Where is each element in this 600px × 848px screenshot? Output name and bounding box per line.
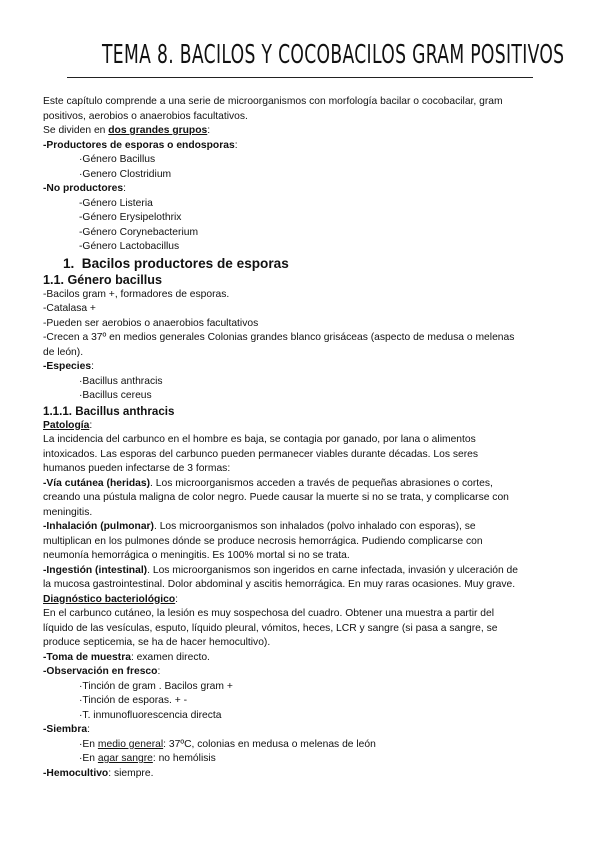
list-item: -Género Lactobacillus <box>79 241 180 252</box>
list-item: -Género Corynebacterium <box>79 226 199 238</box>
page-title: TEMA 8. BACILOS Y COCOBACILOS GRAM POSITIVOS <box>101 40 565 70</box>
text-line: de león). <box>43 346 84 358</box>
list-item: ·Tinción de gram . Bacilos gram + <box>79 680 233 692</box>
text-line: -Ingestión (intestinal). Los microorganismos son ingeridos en carne infectada, invasión y ulceración de <box>43 564 519 576</box>
text-line: intoxicados. Las esporas del carbunco pueden permanecer viables durante décadas. Los seres <box>43 448 479 460</box>
list-item: ·Género Bacillus <box>79 154 156 165</box>
text-line: -Pueden ser aerobios o anaerobios facultativos <box>43 317 259 329</box>
text-line: -Toma de muestra: examen directo. <box>43 651 210 663</box>
subsubsection-heading: 1.1.1. Bacillus anthracis <box>43 404 175 418</box>
list-item: ·En medio general: 37ºC, colonias en medusa o melenas de león <box>79 738 376 750</box>
label-line: Diagnóstico bacteriológico: <box>43 593 179 605</box>
list-item: -Género Erysipelothrix <box>79 212 182 223</box>
text-line: multiplican en los pulmones dónde se produce necrosis hemorrágica. Pudiendo complicarse con <box>43 535 483 547</box>
list-item: ·Tinción de esporas. + - <box>79 695 188 706</box>
intro-line: positivos, aerobios o anaerobios facultativos. <box>43 110 248 122</box>
text-line: -Catalasa + <box>43 303 96 314</box>
text-line: En el carbunco cutáneo, la lesión es muy sospechosa del cuadro. Obtener una muestra a partir del <box>43 608 495 619</box>
document-body <box>43 95 558 781</box>
text-line: -Hemocultivo: siempre. <box>43 767 154 779</box>
list-item: ·Bacillus cereus <box>79 390 152 401</box>
group-title: -No productores: <box>43 183 126 194</box>
text-line: -Vía cutánea (heridas). Los microorganismos acceden a través de pequeñas abrasiones o cortes, <box>43 477 493 489</box>
text-line: creando una pústula maligna de color negro. Puede causar la muerte si no se trata, y complicarse con <box>43 492 509 503</box>
list-item: ·T. inmunofluorescencia directa <box>79 709 222 721</box>
list-item: ·Bacillus anthracis <box>79 375 163 387</box>
text-line: líquido de las vesículas, esputo, líquido pleural, vómitos, heces, LCR y sangre (si pasa a sangre, se <box>43 622 498 634</box>
text-line: neumonía hemorrágica o meningitis. Es 100% mortal si no se trata. <box>43 550 350 561</box>
text-line: humanos pueden infectarse de 3 formas: <box>43 463 231 474</box>
group-title: -Productores de esporas o endosporas: <box>43 139 238 151</box>
label-line: -Observación en fresco: <box>43 666 161 677</box>
title-underline <box>67 77 533 78</box>
text-line: la mucosa gastrointestinal. Dolor abdominal y ascitis hemorrágica. En muy raras ocasiones. Muy grave. <box>43 579 516 590</box>
section-heading: 1. Bacilos productores de esporas <box>63 255 289 271</box>
list-item: -Género Listeria <box>79 197 153 209</box>
intro-groups-line: Se dividen en dos grandes grupos: <box>43 125 211 136</box>
text-line: -Crecen a 37º en medios generales Colonias grandes blanco grisáceas (aspecto de medusa o melenas <box>43 332 515 343</box>
text-line: La incidencia del carbunco en el hombre es baja, se contagia por ganado, por lana o alimentos <box>43 434 476 445</box>
label-line: Patología: <box>43 419 93 431</box>
text-line: produce septicemia, se ha de hacer hemocultivo). <box>43 637 271 648</box>
subsection-heading: 1.1. Género bacillus <box>43 272 162 287</box>
label-line: -Siembra: <box>43 724 90 735</box>
list-item: ·En agar sangre: no hemólisis <box>79 753 216 764</box>
text-line: -Bacilos gram +, formadores de esporas. <box>43 288 230 300</box>
list-item: ·Genero Clostridium <box>79 168 172 180</box>
intro-line: Este capítulo comprende a una serie de microorganismos con morfología bacilar o cocobacilar, gram <box>43 96 503 107</box>
species-label: -Especies: <box>43 361 94 372</box>
text-line: meningitis. <box>43 506 93 518</box>
text-line: -Inhalación (pulmonar). Los microorganismos son inhalados (polvo inhalado con esporas), se <box>43 521 476 532</box>
emphasis-text: dos grandes grupos <box>108 125 208 136</box>
